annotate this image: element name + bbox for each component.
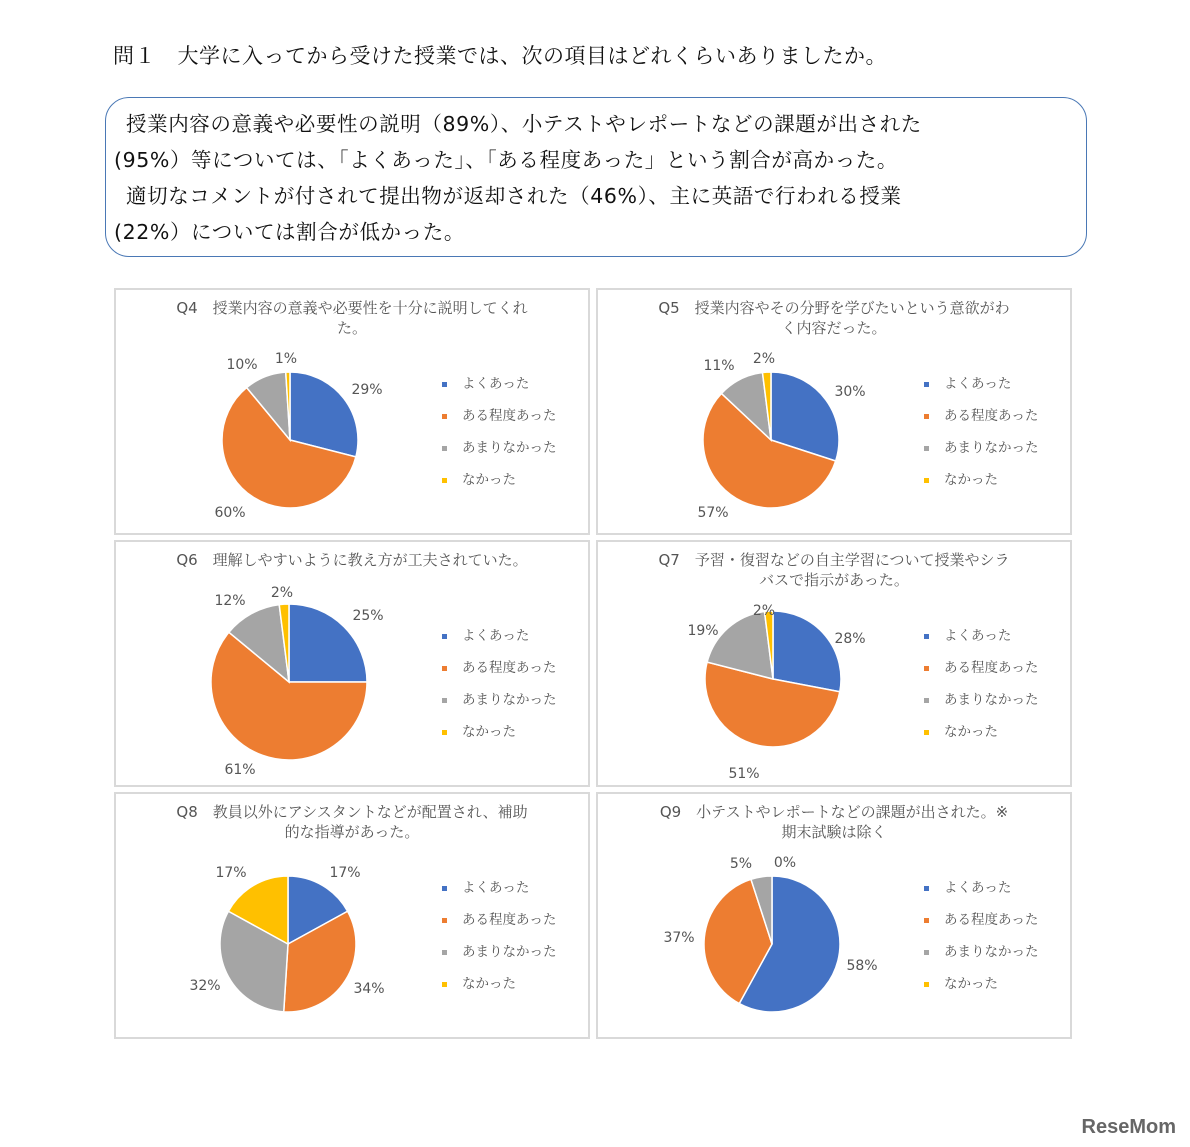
data-label: 17% bbox=[329, 865, 361, 881]
pie-chart-panel-3 bbox=[114, 540, 590, 787]
legend-marker bbox=[442, 382, 447, 387]
data-label: 1% bbox=[274, 351, 298, 367]
legend-marker bbox=[442, 730, 447, 735]
legend-label: なかった bbox=[462, 472, 516, 488]
data-label: 29% bbox=[351, 382, 383, 398]
chart-title-line: Q4 授業内容の意義や必要性を十分に説明してくれ bbox=[176, 299, 528, 317]
legend-marker bbox=[442, 634, 447, 639]
chart-title-line: Q7 予習・復習などの自主学習について授業やシラ bbox=[658, 551, 1010, 569]
legend-label: ある程度あった bbox=[944, 408, 1039, 424]
pie-chart-panel-4 bbox=[596, 540, 1072, 787]
data-label: 28% bbox=[834, 631, 866, 647]
legend-label: よくあった bbox=[944, 628, 1012, 644]
pie-chart-panel-1 bbox=[114, 288, 590, 535]
data-label: 51% bbox=[728, 766, 760, 782]
data-label: 19% bbox=[687, 623, 719, 639]
legend-marker bbox=[442, 478, 447, 483]
legend-marker bbox=[924, 886, 929, 891]
data-label: 10% bbox=[226, 357, 258, 373]
pie-chart-panel-6 bbox=[596, 792, 1072, 1039]
legend-label: あまりなかった bbox=[944, 440, 1039, 456]
data-label: 0% bbox=[773, 855, 797, 871]
chart-title-line: Q9 小テストやレポートなどの課題が出された。※ bbox=[659, 803, 1009, 821]
chart-title-line: Q8 教員以外にアシスタントなどが配置され、補助 bbox=[176, 803, 528, 821]
chart-title-line: Q6 理解しやすいように教え方が工夫されていた。 bbox=[176, 551, 528, 569]
data-label: 25% bbox=[352, 608, 384, 624]
data-label: 32% bbox=[189, 978, 221, 994]
legend-label: あまりなかった bbox=[462, 440, 557, 456]
legend-marker bbox=[442, 446, 447, 451]
resemom-logo: ReseMom bbox=[1081, 1116, 1176, 1138]
data-label: 2% bbox=[270, 585, 294, 601]
chart-title bbox=[598, 298, 1070, 338]
chart-title-line: Q5 授業内容やその分野を学びたいという意欲がわ bbox=[658, 299, 1010, 317]
summary-box bbox=[105, 97, 1087, 257]
legend-marker bbox=[924, 478, 929, 483]
summary-line: (95%）等については、「よくあった」、「ある程度あった」という割合が高かった。 bbox=[114, 148, 898, 172]
legend-label: なかった bbox=[944, 472, 998, 488]
chart-title bbox=[598, 802, 1070, 842]
data-label: 12% bbox=[214, 593, 246, 609]
legend-label: ある程度あった bbox=[944, 912, 1039, 928]
legend-label: なかった bbox=[944, 724, 998, 740]
legend-marker bbox=[924, 950, 929, 955]
legend-marker bbox=[442, 886, 447, 891]
legend-marker bbox=[924, 382, 929, 387]
legend-marker bbox=[442, 950, 447, 955]
pie-chart-panel-2 bbox=[596, 288, 1072, 535]
legend-label: ある程度あった bbox=[944, 660, 1039, 676]
chart-title bbox=[116, 550, 588, 570]
legend-label: あまりなかった bbox=[944, 944, 1039, 960]
legend-label: なかった bbox=[462, 976, 516, 992]
data-label: 61% bbox=[224, 762, 256, 778]
data-label: 5% bbox=[729, 856, 753, 872]
legend-marker bbox=[924, 698, 929, 703]
data-label: 17% bbox=[215, 865, 247, 881]
data-label: 57% bbox=[697, 505, 729, 521]
legend-label: なかった bbox=[462, 724, 516, 740]
legend-label: よくあった bbox=[462, 376, 530, 392]
legend-label: あまりなかった bbox=[462, 944, 557, 960]
data-label: 2% bbox=[752, 603, 776, 619]
data-label: 30% bbox=[834, 384, 866, 400]
data-label: 58% bbox=[846, 958, 878, 974]
legend-label: なかった bbox=[944, 976, 998, 992]
chart-title-line: く内容だった。 bbox=[781, 319, 887, 337]
legend-marker bbox=[442, 414, 447, 419]
chart-title-line: 的な指導があった。 bbox=[284, 823, 420, 841]
pie-chart-panel-5 bbox=[114, 792, 590, 1039]
legend-marker bbox=[442, 666, 447, 671]
data-label: 60% bbox=[214, 505, 246, 521]
summary-line: (22%）については割合が低かった。 bbox=[114, 220, 465, 244]
legend-marker bbox=[442, 698, 447, 703]
data-label: 37% bbox=[663, 930, 695, 946]
legend-label: あまりなかった bbox=[462, 692, 557, 708]
chart-title-line: 期末試験は除く bbox=[781, 823, 887, 841]
data-label: 11% bbox=[703, 358, 735, 374]
chart-title bbox=[116, 298, 588, 338]
legend-marker bbox=[924, 414, 929, 419]
legend-marker bbox=[924, 918, 929, 923]
legend-label: よくあった bbox=[462, 880, 530, 896]
legend-marker bbox=[924, 446, 929, 451]
legend-label: よくあった bbox=[462, 628, 530, 644]
legend-marker bbox=[924, 634, 929, 639]
summary-line: 授業内容の意義や必要性の説明（89%）、小テストやレポートなどの課題が出された bbox=[126, 112, 922, 136]
legend-marker bbox=[442, 918, 447, 923]
chart-title-line: バスで指示があった。 bbox=[759, 571, 909, 589]
summary-line: 適切なコメントが付されて提出物が返却された（46%）、主に英語で行われる授業 bbox=[126, 184, 902, 208]
legend-label: よくあった bbox=[944, 376, 1012, 392]
legend-marker bbox=[924, 730, 929, 735]
legend-label: よくあった bbox=[944, 880, 1012, 896]
question-title: 問１ 大学に入ってから受けた授業では、次の項目はどれくらいありましたか。 bbox=[113, 44, 887, 68]
chart-title bbox=[116, 802, 588, 842]
chart-title bbox=[598, 550, 1070, 590]
legend-label: ある程度あった bbox=[462, 912, 557, 928]
legend-marker bbox=[924, 982, 929, 987]
data-label: 34% bbox=[353, 981, 385, 997]
chart-title-line: た。 bbox=[336, 319, 367, 337]
legend-label: ある程度あった bbox=[462, 660, 557, 676]
legend-marker bbox=[924, 666, 929, 671]
pie-svg bbox=[116, 542, 592, 789]
legend-label: ある程度あった bbox=[462, 408, 557, 424]
pie-slice-1 bbox=[773, 611, 841, 692]
legend-marker bbox=[442, 982, 447, 987]
data-label: 2% bbox=[752, 351, 776, 367]
legend-label: あまりなかった bbox=[944, 692, 1039, 708]
